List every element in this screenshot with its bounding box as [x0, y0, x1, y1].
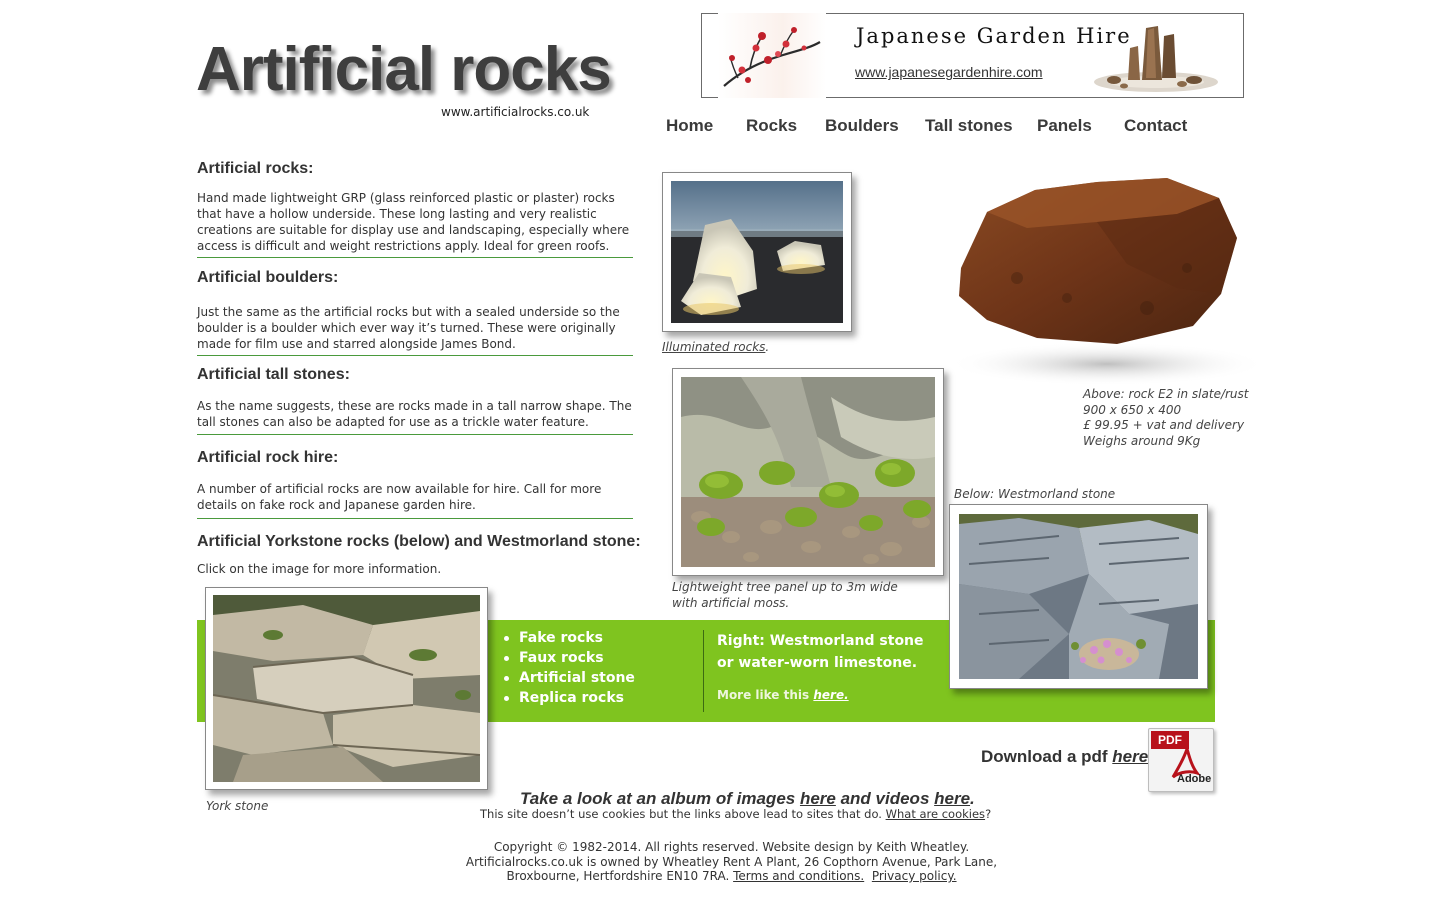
rocks-heading: Artificial rocks: [197, 160, 314, 177]
rocks-text: Hand made lightweight GRP (glass reinforced plastic or plaster) rocks that have a hollow underside. These long lasting and very realistic creations are suitable for display use and landscaping, especially where access is difficult and weight restrictions apply. Ideal for green roofs. [197, 191, 630, 253]
list-item: Faux rocks [504, 648, 635, 668]
cookies-link[interactable]: What are cookies [885, 807, 986, 821]
adobe-label: Adobe [1177, 773, 1212, 785]
yorkstone-text: Click on the image for more information. [197, 562, 442, 576]
copyright-text: Copyright © 1982-2014. All rights reserved. Website design by Keith Wheatley. [493, 840, 970, 854]
hire-heading: Artificial rock hire: [197, 449, 339, 466]
more-like-this: More like this here. [717, 688, 849, 702]
address-line: Broxbourne, Hertfordshire EN10 7RA. Terms and conditions. Privacy policy. [506, 869, 957, 883]
site-logo[interactable]: Artificial rocks [196, 35, 611, 104]
tree-panel-photo[interactable] [672, 368, 944, 576]
download-pdf-link[interactable]: here [1112, 747, 1149, 766]
owner-text: Artificialrocks.co.uk is owned by Wheatley Rent A Plant, 26 Copthorn Avenue, Park Lane, [465, 854, 998, 869]
nav-rocks[interactable]: Rocks [746, 116, 798, 135]
pdf-label: PDF [1151, 731, 1189, 749]
list-item: Artificial stone [504, 668, 635, 688]
section-divider [197, 257, 633, 258]
site-url: www.artificialrocks.co.uk [441, 105, 590, 119]
privacy-link[interactable]: Privacy policy. [871, 869, 957, 883]
banner-title: Japanese Garden Hire [856, 24, 1132, 48]
illuminated-rocks-photo[interactable] [662, 172, 852, 332]
yorkstone-heading: Artificial Yorkstone rocks (below) and Westmorland stone: [197, 533, 641, 550]
tree-panel-caption: Lightweight tree panel up to 3m wide with artificial moss. [672, 580, 898, 610]
nav-tall-stones[interactable]: Tall stones [925, 116, 1013, 135]
westmorland-stone-image [959, 514, 1198, 679]
york-stone-caption: York stone [206, 799, 269, 813]
york-stone-image [213, 595, 480, 782]
rock-e2-image[interactable] [947, 168, 1265, 390]
terms-link[interactable]: Terms and conditions. [733, 869, 865, 883]
list-item: Replica rocks [504, 688, 635, 708]
rock-types-list [504, 628, 635, 708]
illuminated-rocks-link[interactable]: Illuminated rocks [662, 340, 766, 354]
standing-stones-image [1092, 18, 1222, 94]
york-stone-photo[interactable] [205, 587, 488, 790]
nav-boulders[interactable]: Boulders [825, 116, 899, 135]
cherry-blossom-icon [720, 20, 824, 92]
westmorland-stone-photo[interactable] [949, 504, 1208, 689]
pdf-icon[interactable] [1148, 728, 1214, 792]
download-pdf: Download a pdf here [981, 747, 1149, 766]
tall-stones-heading: Artificial tall stones: [197, 366, 350, 383]
nav-panels[interactable]: Panels [1037, 116, 1092, 135]
more-like-this-link[interactable]: here. [813, 688, 849, 702]
list-item: Fake rocks [504, 628, 635, 648]
banner-link[interactable]: www.japanesegardenhire.com [855, 64, 1043, 80]
illuminated-rocks-image [671, 181, 843, 323]
section-divider [197, 355, 633, 356]
cookies-notice: This site doesn’t use cookies but the links above lead to sites that do. What are cookies? [480, 807, 992, 821]
tree-panel-image [681, 377, 935, 567]
nav-contact[interactable]: Contact [1124, 116, 1188, 135]
nav-home[interactable]: Home [666, 116, 714, 135]
westmorland-promo: Right: Westmorland stone or water-worn limestone. [717, 633, 924, 671]
hire-text: A number of artificial rocks are now available for hire. Call for more details on fake rock and Japanese garden hire. [197, 482, 602, 512]
boulders-heading: Artificial boulders: [197, 269, 339, 286]
album-link[interactable]: here [799, 789, 836, 808]
band-divider [703, 630, 704, 712]
westmorland-caption: Below: Westmorland stone [954, 487, 1116, 501]
japanese-garden-hire-banner[interactable] [701, 13, 1244, 98]
album-line: Take a look at an album of images here and videos here. [520, 789, 975, 808]
tall-stones-text: As the name suggests, these are rocks made in a tall narrow shape. The tall stones can also be adapted for use as a trickle water feature. [197, 399, 632, 429]
boulders-text: Just the same as the artificial rocks but with a sealed underside so the boulder is a boulder which ever way it’s turned. These were originally made for film use and starred alongside James Bond. [197, 305, 620, 351]
footer [453, 840, 1010, 884]
section-divider [197, 434, 633, 435]
videos-link[interactable]: here [934, 789, 971, 808]
illuminated-rocks-caption: Illuminated rocks. [662, 340, 770, 354]
section-divider [197, 518, 633, 519]
rock-e2-caption: Above: rock E2 in slate/rust 900 x 650 x 400 £ 99.95 + vat and delivery Weighs around 9Kg [1083, 387, 1249, 448]
